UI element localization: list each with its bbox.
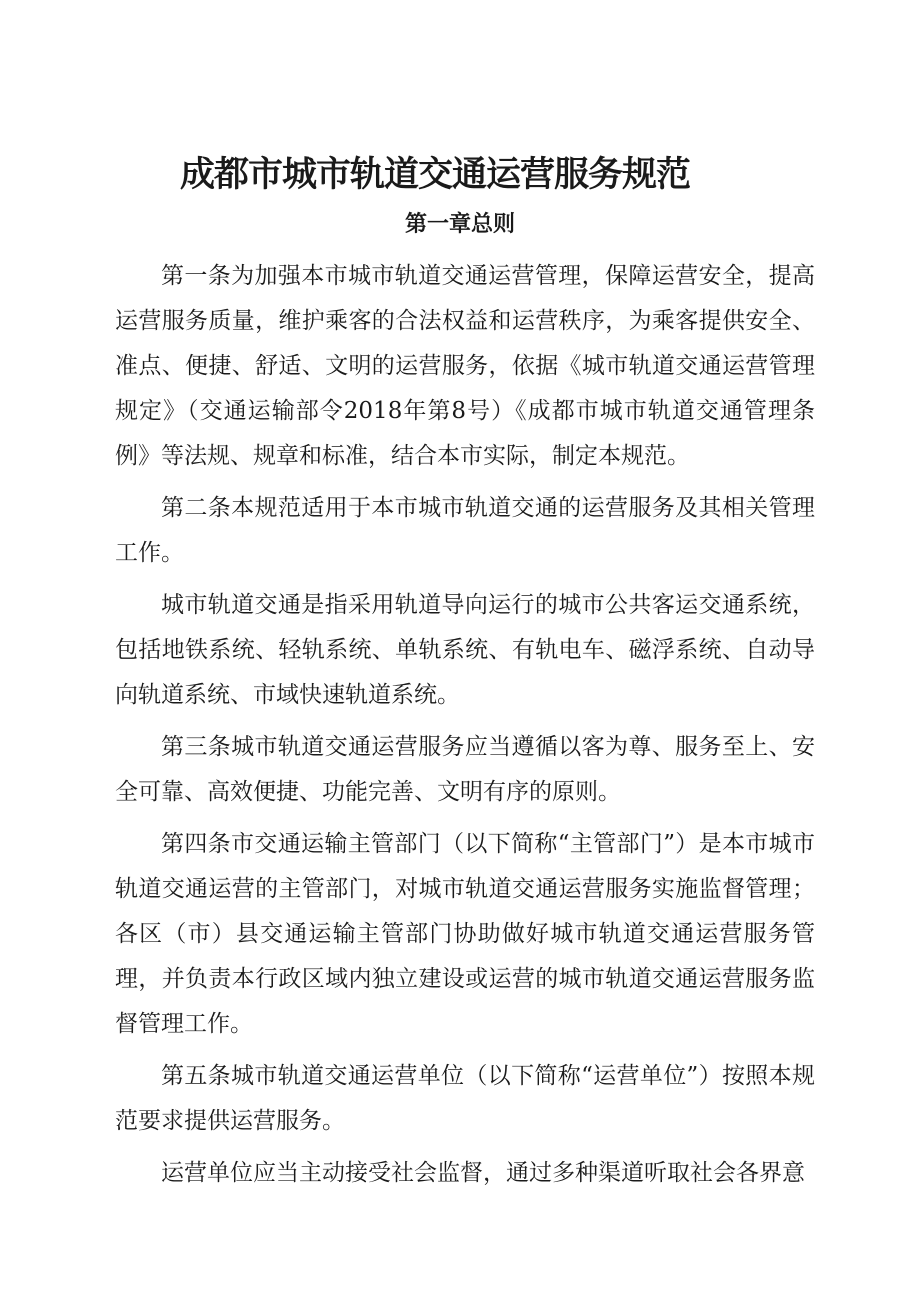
article-1-paragraph: 第一条为加强本市城市轨道交通运营管理，保障运营安全，提高运营服务质量，维护乘客的合法权益和运营秩序，为乘客提供安全、准点、便捷、舒适、文明的运营服务，依据《城市轨道交通运营管理规定》（交通运输部令2018年第8号）《成都市城市轨道交通管理条例》等法规、规章和标准，结合本市实际，制定本规范。: [115, 263, 815, 469]
article-2-paragraph: 第二条本规范适用于本市城市轨道交通的运营服务及其相关管理工作。: [115, 495, 815, 566]
chapter-heading: 第一章总则: [404, 211, 515, 237]
definition-paragraph: 城市轨道交通是指采用轨道导向运行的城市公共客运交通系统，包括地铁系统、轻轨系统、单轨系统、有轨电车、磁浮系统、自动导向轨道系统、市域快速轨道系统。: [115, 592, 815, 708]
article-5-paragraph: 第五条城市轨道交通运营单位（以下简称“运营单位”）按照本规范要求提供运营服务。: [115, 1063, 815, 1134]
article-3-paragraph: 第三条城市轨道交通运营服务应当遵循以客为尊、服务至上、安全可靠、高效便捷、功能完善、文明有序的原则。: [115, 734, 815, 805]
document-body: [115, 254, 815, 1203]
article-4-paragraph: 第四条市交通运输主管部门（以下简称“主管部门”）是本市城市轨道交通运营的主管部门，对城市轨道交通运营服务实施监督管理；各区（市）县交通运输主管部门协助做好城市轨道交通运营服务管理，并负责本行政区域内独立建设或运营的城市轨道交通运营服务监督管理工作。: [115, 831, 815, 1037]
document-title: 成都市城市轨道交通运营服务规范: [179, 155, 690, 195]
supervision-paragraph: 运营单位应当主动接受社会监督，通过多种渠道听取社会各界意: [161, 1160, 805, 1186]
